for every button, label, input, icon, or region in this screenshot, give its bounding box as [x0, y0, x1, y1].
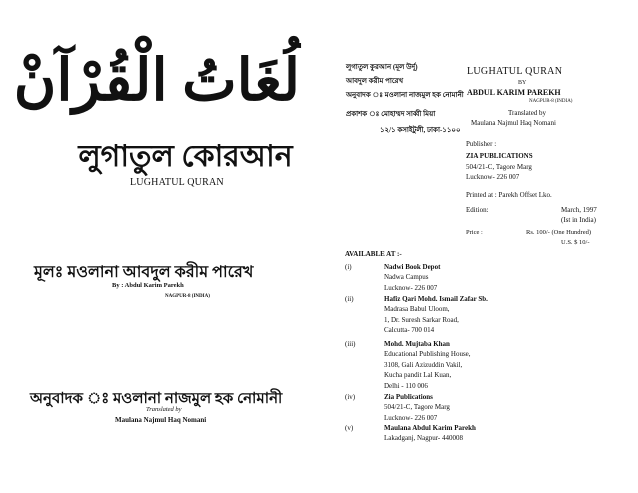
outlet-address-line: Lucknow- 226 007: [384, 413, 438, 422]
publisher-address-1: 504/21-C, Tagore Marg: [466, 163, 532, 171]
bengali-publisher-address: ১২/১ কসাইটুলী, ঢাকা-১১০০: [380, 126, 461, 134]
outlet-item: [345, 262, 565, 292]
outlet-number: (ii): [345, 295, 354, 303]
outlet-address-line: 504/21-C, Tagore Marg: [384, 403, 450, 412]
printed-at: Printed at : Parekh Offset Lko.: [466, 191, 552, 199]
outlet-address-line: Lucknow- 226 007: [384, 283, 438, 292]
outlet-address-line: Kucha pandit Lal Kuan,: [384, 371, 452, 380]
publisher-label: Publisher :: [466, 140, 497, 148]
bengali-book-title: লুগাতুল কুরআন (মূল উর্দূ): [346, 63, 418, 71]
translated-by-label: Translated by: [146, 406, 182, 413]
outlet-address-line: Calcutta- 700 014: [384, 326, 435, 335]
outlet-name: Nadwi Book Depot: [384, 263, 441, 271]
outlet-item: [345, 392, 565, 422]
outlet-address-line: Madrasa Babul Uloom,: [384, 305, 450, 314]
outlet-item: [345, 339, 565, 391]
outlet-name: Hafiz Qari Mohd. Ismail Zafar Sb.: [384, 295, 488, 303]
english-translator: Maulana Najmul Haq Nomani: [471, 119, 556, 127]
translator-bengali: অনুবাদক ঃ মওলানা নাজমুল হক নোমানী: [30, 391, 283, 407]
outlet-name: Maulana Abdul Karim Parekh: [384, 424, 476, 432]
bengali-publisher: প্রকাশক ঃ মোহাম্মদ সাব্বী মিয়া: [346, 110, 436, 118]
author-by-line: By : Abdul Karim Parekh: [112, 282, 184, 289]
author-bengali: মূলঃ মওলানা আবদুল করীম পারেখ: [34, 264, 254, 281]
outlet-number: (v): [345, 424, 354, 432]
publisher-name: ZIA PUBLICATIONS: [466, 152, 533, 160]
edition-date: March, 1997: [561, 206, 597, 214]
bengali-author: আবদুল করীম পারেখ: [346, 77, 404, 85]
outlet-item: [345, 294, 565, 336]
english-by: BY: [518, 80, 527, 86]
english-translated-by: Translated by: [508, 109, 547, 117]
english-location: NAGPUR-8 (INDIA): [529, 99, 573, 104]
outlet-name: Mohd. Mujtaba Khan: [384, 340, 450, 348]
outlet-address-line: Educational Publishing House,: [384, 350, 471, 359]
outlet-name: Zia Publications: [384, 393, 433, 401]
bengali-title: লুগাতুল কোরআন: [78, 140, 293, 173]
arabic-title: لُغَاتُ الْقُرْآنْ: [13, 48, 300, 113]
edition-note: (Ist in India): [561, 216, 596, 224]
price-label: Price :: [466, 229, 483, 236]
price-value: Rs. 100/- (One Hundred): [526, 229, 591, 236]
latin-title: LUGHATUL QURAN: [130, 177, 224, 188]
translator-name: Maulana Najmul Haq Nomani: [115, 416, 207, 424]
bengali-translator: অনুবাদক ঃ মওলানা নাজমুল হক নোমানী: [346, 91, 464, 99]
outlet-item: [345, 423, 565, 445]
author-location: NAGPUR-8 (INDIA): [165, 294, 210, 299]
outlet-number: (iv): [345, 393, 356, 401]
price-us: U.S. $ 10/-: [561, 239, 590, 246]
english-author: ABDUL KARIM PAREKH: [467, 88, 561, 97]
outlet-address-line: 3108, Gali Azizuddin Vakil,: [384, 360, 463, 369]
outlet-address-line: Nadwa Campus: [384, 273, 429, 282]
available-at-heading: AVAILABLE AT :-: [345, 250, 402, 258]
publisher-address-2: Lucknow- 226 007: [466, 173, 520, 181]
outlet-number: (iii): [345, 340, 356, 348]
outlet-address-line: Lakadganj, Nagpur- 440008: [384, 434, 463, 443]
outlet-number: (i): [345, 263, 352, 271]
outlet-address-line: 1, Dr. Suresh Sarkar Road,: [384, 315, 459, 324]
outlet-address-line: Delhi - 110 006: [384, 381, 428, 390]
edition-label: Edition:: [466, 206, 489, 214]
english-title: LUGHATUL QURAN: [467, 66, 563, 77]
